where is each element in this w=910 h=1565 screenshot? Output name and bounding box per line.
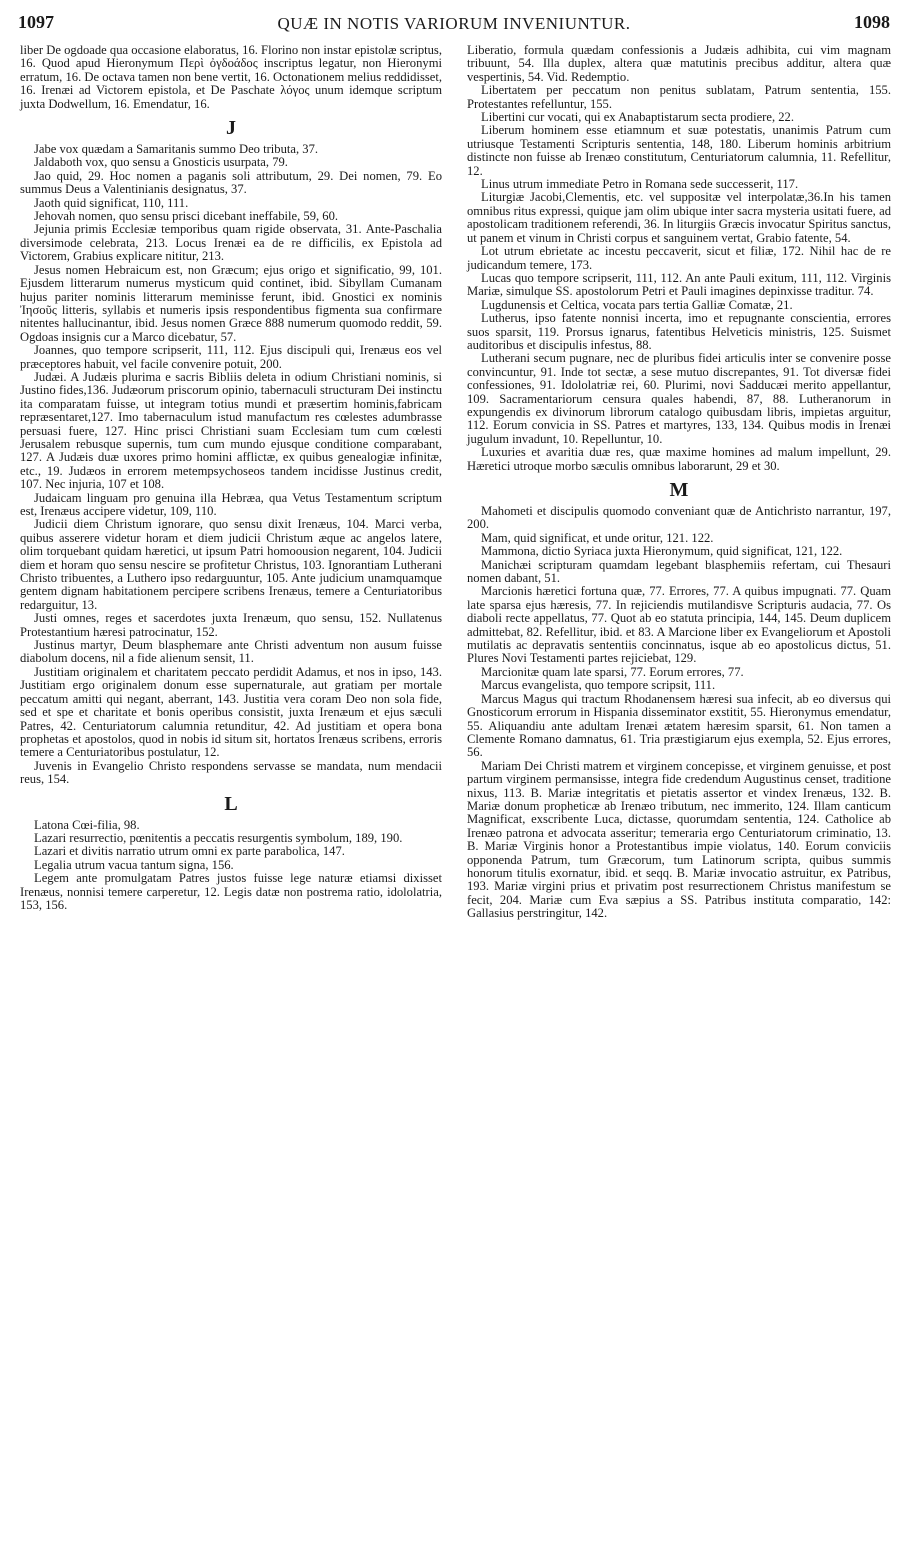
section-letter: M: [669, 479, 689, 501]
index-entry: Lot utrum ebrietate ac incestu peccaverit, sicut et filiæ, 172. Nihil hac de re judicandum temere, 173.: [467, 244, 891, 272]
index-entry: Justi omnes, reges et sacerdotes juxta Irenæum, quo sensu, 152. Nullatenus Protestantium hæresi patrocinatur, 152.: [20, 611, 442, 639]
index-entry: Legalia utrum vacua tantum signa, 156.: [34, 857, 234, 872]
section-letter: J: [226, 117, 236, 140]
index-entry: Manichæi scripturam quamdam legebant blasphemiis refertam, cui Thesauri nomen dabant, 51.: [467, 557, 891, 586]
index-entry: liber De ogdoade qua occasione elaboratus, 16. Florino non instar epistolæ scriptus, 16. Quod apud Hieronymum Περὶ ὀγδοάδος inscriptus legatur, non Hieronymi erratum, 16. De octava tamen non bene vertit, 16. Octonationem melius reddidisset, 16. Irenæi ad Victorem epistola, et De Paschate λόγος unum idemque scriptum juxta Dodwellum, 16. Emendatur, 16.: [20, 43, 442, 111]
index-entry: Linus utrum immediate Petro in Romana sede successerit, 117.: [481, 177, 799, 192]
index-entry: Jehovah nomen, quo sensu prisci dicebant ineffabile, 59, 60.: [34, 209, 339, 224]
index-entry: Latona Cœi-filia, 98.: [34, 817, 140, 832]
index-entry: Jejunia primis Ecclesiæ temporibus quam rigide observata, 31. Ante-Paschalia diversimode celebrata, 213. Locus Irenæi ea de re difficilis, ex Epistola ad Victorem, Grabius explicare nititur, 213.: [20, 222, 442, 264]
index-entry: Mammona, dictio Syriaca juxta Hieronymum, quid significat, 121, 122.: [481, 544, 843, 559]
index-entry: Joannes, quo tempore scripserit, 111, 112. Ejus discipuli qui, Irenæus eos vel præceptores habuit, vel facile convenire potuit, 200.: [20, 343, 442, 371]
index-entry: Marcionitæ quam late sparsi, 77. Eorum errores, 77.: [481, 664, 744, 679]
index-entry: Jao quid, 29. Hoc nomen a paganis soli attributum, 29. Dei nomen, 79. Eo summus Deus a Valentinianis designatus, 37.: [20, 168, 442, 197]
index-entry: Mam, quid significat, et unde oritur, 121. 122.: [481, 530, 714, 545]
page-header: [18, 12, 890, 38]
index-entry: Mariam Dei Christi matrem et virginem concepisse, et virginem genuisse, et post partum virginem permansisse, integra fide credendum Augustinus censet, traditione nixus, 113. B. Mariæ integritatis et pietatis assertor et vindex Irenæus, 132. B. Mariæ donum propheticæ ab Irenæo tributum, nec immerito, 124. Illam canticum Magnificat, exscribente Luca, dictasse, quorumdam sententia, 124. Catholice ab Irenæo patrona et advocata asseritur; temeraria ergo Centuriatorum criminatio, 13. B. Mariæ Virginis honor a Protestantibus impie violatus, 140. Eorum conviciis opponenda Patrum, tum Græcorum, tum Latinorum scripta, quibus summis honorum titulis exornatur, ibid. et seqq. B. Mariæ invocatio astruitur, ex Patribus, 193. Mariæ virgini prius et privatim post resurrectionem Christus manifestum se fecit, 204. Mariæ cum Eva sæpius a SS. Patribus instituta comparatio, 142: Gallasius perstringitur, 142.: [467, 758, 891, 921]
left-column: [20, 44, 442, 912]
page-number-left: 1097: [18, 12, 54, 32]
index-entry: Libertini cur vocati, qui ex Anabaptistarum secta prodiere, 22.: [481, 110, 794, 125]
index-entry: Liturgiæ Jacobi,Clementis, etc. vel suppositæ vel interpolatæ,36.In his tamen omnibus ritus expressi, quique jam olim ubique inter sacra mysteria usitati fuere, ad apostolicam traditionem referendi, 36. In liturgiis Græcis invocatur Spiritus sanctus, ut panem et vinum in Christi corpus et sanguinem vertat, Grabio fatente, 54.: [467, 190, 891, 245]
index-entry: Legem ante promulgatam Patres justos fuisse lege naturæ etiamsi dixisset Irenæus, nonnisi temere carperetur, 12. Legis datæ non postrema ratio, idololatria, 153, 156.: [20, 871, 442, 912]
index-entry: Liberum hominem esse etiamnum et suæ potestatis, unanimis Patrum cum utriusque Testamenti Scripturis sententia, 148, 180. Liberum hominis arbitrium distincte non fuisse ab Irenæo constitutum, Centuriatorum calumnia, 11. Refellitur, 12.: [467, 123, 891, 178]
index-entry: Jabe vox quædam a Samaritanis summo Deo tributa, 37.: [34, 142, 319, 157]
index-entry: Jaldaboth vox, quo sensu a Gnosticis usurpata, 79.: [34, 155, 288, 170]
index-entry: Justinus martyr, Deum blasphemare ante Christi adventum non ausum fuisse diabolum docens, nil a fide alienum sensit, 11.: [20, 638, 442, 666]
index-entry: Lugdunensis et Celtica, vocata pars tertia Galliæ Comatæ, 21.: [481, 297, 793, 312]
page-number-right: 1098: [854, 12, 890, 32]
index-entry: Jesus nomen Hebraicum est, non Græcum; ejus origo et significatio, 99, 101. Ejusdem litterarum numerus mysticum quid continet, ibid. Sibyllam Cumanam hujus pariter nominis litterarum meminisse ferunt, ibid. Gnostici ex nominis Ἰησοῦς litteris, syllabis et numeris ipsis respondentibus figmenta sua confirmare nitentes hallucinantur, ibid. Jesus nomen Græce 888 numerum quomodo reddit, 59. Ogdoas insignis cur a Marco dicebatur, 57.: [20, 262, 442, 344]
index-entry: Judæi. A Judæis plurima e sacris Bibliis deleta in odium Christiani nominis, si Justino fides,136. Judæorum priscorum opinio, tabernaculi structuram Dei instinctu ita comparatam fuisse, ut integram totius mundi et præsertim hominis,fabricam repræsentaret,127. Imo tabernaculum istud manufactum res cœlestes adumbrasse persuasi fuere, 127. Hinc prisci Christiani suam Ecclesiam tum cum cœlesti Jerusalem rebusque supernis, tum cum mundo ejusque conditione comparabant, 127. A Judæis duæ uxores primo homini afflictæ, ex quibus genealogiæ infinitæ, etc., 19. Judæos in errorem metempsychoseos tandem incidisse Justinus credit, 107. Nec injuria, 107 et 108.: [20, 369, 442, 492]
index-entry: Marcionis hæretici fortuna quæ, 77. Errores, 77. A quibus impugnati. 77. Quam late sparsa ejus hæresis, 77. In rejiciendis mutilandisve Scripturis audacia, 77. Os diaboli recte appellatus, 77. Quot ab eo statuta principia, 144, 145. Deum duplicem admittebat, 82. Refellitur, ibid. et 83. A Marcione liber ex Evangeliorum et Apostoli mutilatis ac depravatis sententiis concinnatus, isque ab eo apostolicus dictus, 51. Plures Novi Testamenti partes rejiciebat, 129.: [467, 584, 891, 666]
index-entry: Libertatem per peccatum non penitus sublatam, Patrum sententia, 155. Protestantes refelluntur, 155.: [467, 83, 891, 111]
index-entry: Justitiam originalem et charitatem peccato perdidit Adamus, et nos in ipso, 143. Justitiam ergo originalem donum esse supernaturale, aut gratiam per mortale peccatum amitti qui negant, aberrant, 143. Justitia vera coram Deo non sola fide, sed et spe et charitate et bonis operibus consistit, juxta Irenæum et ejus sæculi Patres, 42. Centuriatorum calumnia retunditur, 42. Ad justitiam et opera bona prophetas et apostolos, quod in nobis id situm sit, hortatos Irenæus scribens, erroris temere a Centuriatoribus postulatur, 12.: [20, 664, 442, 760]
index-entry: Juvenis in Evangelio Christo respondens servasse se mandata, num mendacii reus, 154.: [20, 758, 442, 787]
index-entry: Jaoth quid significat, 110, 111.: [34, 195, 189, 210]
index-entry: Marcus Magus qui tractum Rhodanensem hæresi sua infecit, ab eo diversus qui Gnosticorum errorum in Hispania disseminator exstitit, 55. Hieronymus emendatur, 55. Aliquandiu ante adultam Irenæi ætatem hæresim sparsit, 61. Non tamen a Clemente Romano damnatus, 61. Tria præstigiarum ejus exempla, 52. Ejus errores, 56.: [467, 691, 891, 760]
index-entry: Liberatio, formula quædam confessionis a Judæis adhibita, cui vim magnam tribuunt, 54. Illa duplex, altera quæ matutinis precibus additur, altera quæ vespertinis, 54. Vid. Redemptio.: [467, 43, 891, 84]
index-entry: Lutherani secum pugnare, nec de pluribus fidei articulis inter se convenire posse convincuntur, 91. Inde tot sectæ, a sese mutuo discrepantes, 91. Tot diversæ fidei confessiones, 91. Idololatriæ rei, 60. Plurimi, novi Sadducæi merito appellantur, 109. Sacramentariorum censura quales habendi, 87, 88. Lutheranorum in expungendis ex divinorum librorum catalogo quibusdam libris, impietas arguitur, 112. Eorum convicia in SS. Patres et martyres, 133, 134. Quibus modis in Irenæi jugulum invadunt, 10. Repelluntur, 10.: [467, 351, 891, 446]
index-entry: Mahometi et discipulis quomodo conveniant quæ de Antichristo narrantur, 197, 200.: [467, 504, 891, 532]
index-entry: Marcus evangelista, quo tempore scripsit, 111.: [481, 678, 716, 693]
index-entry: Lazari resurrectio, pœnitentis a peccatis resurgentis symbolum, 189, 190.: [34, 830, 403, 845]
index-entry: Lutherus, ipso fatente nonnisi incerta, imo et repugnante conscientia, errores suos sparsit, 119. Prorsus ignarus, fatentibus Helveticis ministris, 125. Suismet auditoribus et discipulis infestus, 88.: [467, 311, 891, 352]
right-column: [467, 44, 891, 921]
index-entry: Lucas quo tempore scripserit, 111, 112. An ante Pauli exitum, 111, 112. Virginis Mariæ, simulque SS. apostolorum Petri et Pauli imagines depinxisse traditur. 74.: [467, 270, 891, 299]
index-entry: Lazari et divitis narratio utrum omni ex parte parabolica, 147.: [34, 844, 345, 859]
running-title: QUÆ IN NOTIS VARIORUM INVENIUNTUR.: [277, 14, 631, 33]
index-entry: Judicii diem Christum ignorare, quo sensu dixit Irenæus, 104. Marci verba, quibus asserere videtur horam et diem judicii Christum æque ac angelos latere, olim torquebant quidam hæretici, ut ipsum Patri homoousion negarent, 104. Judicii diem et horam quo sensu nescire se profitetur Christus, 103. Ignorantiam Lutherani Christo tribuentes, a Luthero ipso redarguuntur, 105. Ante judicium unamquamque gentem dignam habitationem percipere scribens Irenæus, temere a Centuriatoribus redarguitur, 13.: [20, 517, 442, 612]
index-entry: Judaicam linguam pro genuina illa Hebræa, qua Vetus Testamentum scriptum est, Irenæus accipere videtur, 109, 110.: [20, 490, 442, 518]
section-letter: L: [224, 792, 238, 815]
index-entry: Luxuries et avaritia duæ res, quæ maxime homines ad malum impellunt, 29. Hæretici utroque morbo sæculis omnibus laborarunt, 29 et 30.: [467, 445, 891, 473]
